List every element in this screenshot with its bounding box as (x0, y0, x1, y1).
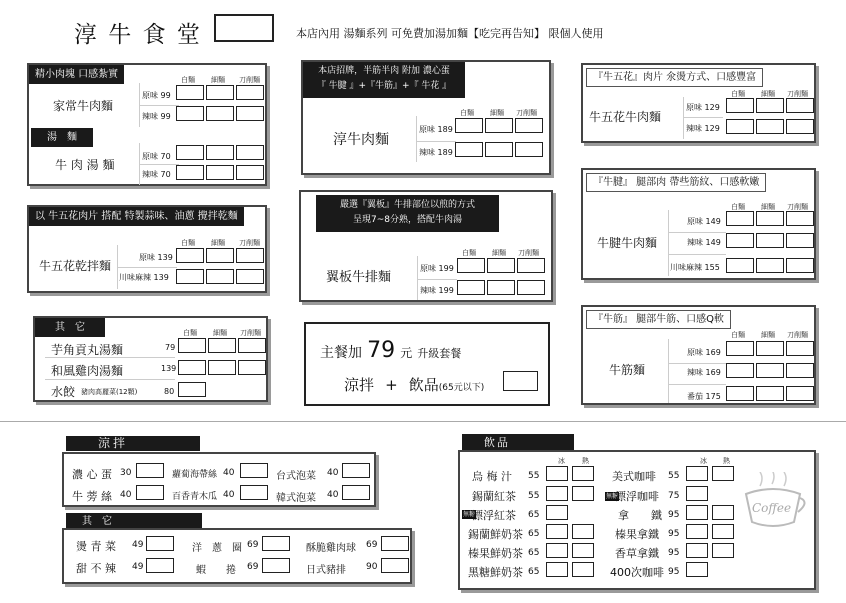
option-label: 辣味 169 (687, 368, 721, 377)
col-label-daoxiao: 刀削麵 (239, 76, 260, 84)
order-box[interactable] (208, 338, 236, 353)
order-box[interactable] (517, 280, 545, 295)
order-box[interactable] (487, 280, 515, 295)
set-meal-line2: 涼拌 + 飲品(65元以下) (344, 376, 485, 394)
col-label-ximian: 細麵 (490, 109, 504, 117)
order-box[interactable] (546, 524, 568, 539)
order-box[interactable] (236, 85, 264, 100)
order-box[interactable] (572, 524, 594, 539)
option-label: 原味 169 (687, 348, 721, 357)
card-header: 湯 麵 (31, 128, 93, 147)
order-box[interactable] (686, 543, 708, 558)
order-box[interactable] (238, 360, 266, 375)
price-label: 95 (668, 510, 680, 520)
order-box[interactable] (206, 248, 234, 263)
item-name: 芋角貢丸湯麵 (51, 343, 124, 357)
option-label: 原味 70 (142, 152, 171, 161)
item-name: 淳牛肉麵 (333, 132, 389, 148)
hot-label: 熱 (723, 457, 730, 465)
order-box[interactable] (546, 466, 568, 481)
price-label: 49 (132, 540, 144, 550)
order-box[interactable] (178, 360, 206, 375)
beef-belly-noodle-card (581, 63, 816, 143)
col-label-daoxiao: 刀削麵 (787, 90, 808, 98)
drink-name: 烏 梅 汁 (472, 470, 512, 483)
col-label-daoxiao: 刀削麵 (787, 331, 808, 339)
order-box[interactable] (457, 258, 485, 273)
card-header: 『牛筋』 腿部牛筋、口感Q軟 (586, 310, 731, 329)
order-box[interactable] (178, 382, 206, 397)
drink-name: 拿 鐵 (618, 509, 662, 522)
order-box[interactable] (726, 98, 754, 113)
option-label: 原味 139 (139, 253, 173, 262)
item-name: 韓式泡菜 (276, 493, 316, 504)
item-name: 蘿蔔海帶絲 (172, 470, 218, 480)
price-label: 95 (668, 567, 680, 577)
option-label: 原味 189 (419, 125, 453, 134)
order-box[interactable] (726, 363, 754, 378)
order-box[interactable] (756, 258, 784, 273)
col-label-baimian: 白麵 (460, 109, 474, 117)
order-box[interactable] (240, 463, 268, 478)
price-label: 75 (668, 491, 680, 501)
order-box[interactable] (546, 562, 568, 577)
col-label-baimian: 白麵 (183, 329, 197, 337)
ice-label: 冰 (700, 457, 707, 465)
order-box[interactable] (206, 269, 234, 284)
card-header: 本店招牌，半筋半肉 附加 濃心蛋 『 牛腱 』+『牛筋』+『 牛花 』 (303, 62, 465, 98)
price-label: 90 (366, 562, 378, 572)
order-box[interactable] (756, 341, 784, 356)
item-name: 和風雞肉湯麵 (51, 364, 124, 378)
order-box[interactable] (712, 524, 734, 539)
order-box[interactable] (457, 280, 485, 295)
option-label: 辣味 189 (419, 148, 453, 157)
order-box[interactable] (546, 486, 568, 501)
order-box[interactable] (381, 558, 409, 573)
item-name: 牛 蒡 絲 (72, 490, 112, 503)
other-noodles-card (33, 316, 268, 402)
price-label: 65 (528, 548, 540, 558)
item-subtitle: 豬肉高麗菜(12顆) (81, 388, 138, 396)
item-name: 翼板牛排麵 (326, 270, 392, 285)
order-box[interactable] (206, 85, 234, 100)
liangban-card (62, 452, 376, 507)
item-name: 台式泡菜 (276, 471, 316, 482)
set-meal-line1: 主餐加 79 元 升級套餐 (320, 338, 462, 363)
order-box[interactable] (208, 360, 236, 375)
others-card (62, 528, 412, 584)
set-meal-box (304, 322, 550, 406)
col-label-baimian: 白麵 (181, 76, 195, 84)
drink-name: 榛果拿鐵 (615, 528, 659, 541)
card-header: 其 它 (35, 318, 105, 337)
order-box[interactable] (176, 165, 204, 180)
option-label: 川味麻辣 155 (670, 263, 720, 272)
beef-tendon-noodle-card (581, 305, 816, 405)
price-label: 95 (668, 548, 680, 558)
item-name: 百香青木瓜 (172, 492, 218, 502)
order-box[interactable] (686, 562, 708, 577)
card-header: 以 牛五花肉片 搭配 特製蒜味、油蔥 攪拌乾麵 (29, 207, 244, 226)
order-box[interactable] (712, 543, 734, 558)
price-label: 65 (528, 510, 540, 520)
order-box[interactable] (786, 119, 814, 134)
col-label-daoxiao: 刀削麵 (518, 249, 539, 257)
drinks-header: 飲品 (462, 434, 574, 451)
others-header: 其 它 (66, 513, 202, 530)
item-name: 洋 蔥 圈 (192, 543, 242, 554)
order-box[interactable] (756, 98, 784, 113)
item-name: 牛 肉 湯 麵 (55, 158, 115, 172)
drink-name: 漂浮紅茶 (472, 509, 516, 522)
price-label: 55 (528, 491, 540, 501)
price-label: 30 (120, 468, 132, 478)
order-box[interactable] (381, 536, 409, 551)
order-box[interactable] (786, 341, 814, 356)
order-box[interactable] (146, 536, 174, 551)
col-label-daoxiao: 刀削麵 (787, 203, 808, 211)
option-label: 番茄 175 (687, 392, 721, 401)
order-box[interactable] (262, 536, 290, 551)
order-box[interactable] (726, 386, 754, 401)
option-label: 辣味 99 (142, 112, 171, 121)
price-label: 80 (164, 387, 175, 396)
order-box[interactable] (756, 363, 784, 378)
order-box[interactable] (342, 485, 370, 500)
order-box[interactable] (786, 386, 814, 401)
col-label-ximian: 細麵 (211, 239, 225, 247)
order-box[interactable] (485, 142, 513, 157)
order-box[interactable] (515, 118, 543, 133)
order-box[interactable] (546, 505, 568, 520)
col-label-ximian: 細麵 (761, 331, 775, 339)
sugar-free-tag: 無糖 (463, 511, 476, 518)
order-box[interactable] (726, 341, 754, 356)
order-box[interactable] (238, 338, 266, 353)
shop-title: 淳 牛 食 堂 (74, 22, 202, 48)
order-box[interactable] (206, 106, 234, 121)
order-box[interactable] (572, 486, 594, 501)
col-label-ximian: 細麵 (211, 76, 225, 84)
order-box[interactable] (176, 248, 204, 263)
order-box[interactable] (786, 233, 814, 248)
col-label-baimian: 白麵 (181, 239, 195, 247)
price-label: 65 (528, 567, 540, 577)
order-box[interactable] (712, 466, 734, 481)
order-box[interactable] (756, 233, 784, 248)
col-label-ximian: 細麵 (213, 329, 227, 337)
order-box[interactable] (455, 118, 483, 133)
order-box[interactable] (572, 562, 594, 577)
order-box[interactable] (786, 363, 814, 378)
price-label: 40 (327, 468, 339, 478)
item-name: 甜 不 辣 (76, 562, 116, 575)
drink-name: 錫蘭鮮奶茶 (468, 528, 523, 541)
price-label: 69 (247, 540, 259, 550)
option-label: 原味 129 (686, 103, 720, 112)
order-box[interactable] (786, 98, 814, 113)
beef-noodle-soup-card (27, 63, 267, 186)
drink-name: 榛果鮮奶茶 (468, 547, 523, 560)
option-label: 原味 199 (420, 264, 454, 273)
price-label: 69 (366, 540, 378, 550)
col-label-daoxiao: 刀削麵 (240, 329, 261, 337)
col-label-ximian: 細麵 (492, 249, 506, 257)
price-label: 40 (327, 490, 339, 500)
sugar-free-tag: 無糖 (606, 493, 619, 500)
drink-name: 香草拿鐵 (615, 547, 659, 560)
price-label: 79 (165, 343, 176, 352)
option-label: 辣味 129 (686, 124, 720, 133)
house-notice: 本店內用 湯麵系列 可免費加湯加麵【吃完再告知】 限個人使用 (296, 27, 604, 40)
order-box[interactable] (726, 233, 754, 248)
price-label: 40 (223, 490, 235, 500)
ice-label: 冰 (558, 457, 565, 465)
col-label-baimian: 白麵 (462, 249, 476, 257)
option-label: 川味麻辣 139 (119, 273, 169, 282)
col-label-ximian: 細麵 (761, 203, 775, 211)
order-box[interactable] (176, 145, 204, 160)
drink-name: 400次咖啡 (610, 566, 664, 579)
steak-noodle-card (299, 190, 553, 302)
col-label-baimian: 白麵 (731, 331, 745, 339)
price-label: 49 (132, 562, 144, 572)
order-box[interactable] (686, 466, 708, 481)
order-box[interactable] (686, 524, 708, 539)
coffee-logo-text: Coffee (752, 501, 792, 515)
price-label: 40 (223, 468, 235, 478)
item-name: 水餃 (51, 385, 76, 399)
price-label: 40 (120, 490, 132, 500)
order-box[interactable] (572, 543, 594, 558)
order-box[interactable] (756, 386, 784, 401)
order-box[interactable] (726, 211, 754, 226)
order-box[interactable] (236, 269, 264, 284)
order-box[interactable] (756, 211, 784, 226)
drink-name: 漂浮咖啡 (615, 490, 659, 503)
drink-name: 錫蘭紅茶 (472, 490, 516, 503)
col-label-baimian: 白麵 (731, 203, 745, 211)
card-header: 精小肉塊 口感紮實 (29, 65, 124, 84)
card-header: 嚴選『翼板』牛排部位以煎的方式 呈現7~8分熟，搭配牛肉湯 (316, 195, 499, 232)
order-box[interactable] (712, 505, 734, 520)
order-box[interactable] (236, 248, 264, 263)
order-box[interactable] (686, 505, 708, 520)
liangban-header: 涼拌 (66, 436, 200, 451)
order-box[interactable] (756, 119, 784, 134)
order-box[interactable] (487, 258, 515, 273)
order-box[interactable] (546, 543, 568, 558)
drink-name: 美式咖啡 (612, 470, 656, 483)
order-box[interactable] (236, 165, 264, 180)
card-header: 『牛五花』肉片 氽燙方式、口感豐富 (586, 68, 763, 87)
order-box[interactable] (176, 269, 204, 284)
price-label: 65 (528, 529, 540, 539)
option-label: 辣味 70 (142, 170, 171, 179)
order-box[interactable] (236, 145, 264, 160)
item-name: 牛腱牛肉麵 (597, 236, 658, 250)
order-box[interactable] (236, 106, 264, 121)
dry-noodle-card (27, 205, 267, 293)
order-box[interactable] (786, 258, 814, 273)
item-name: 蝦 捲 (196, 565, 236, 576)
coffee-cup-icon (738, 472, 808, 532)
drink-name: 黑糖鮮奶茶 (468, 566, 523, 579)
order-box[interactable] (136, 485, 164, 500)
item-name: 酥脆雞肉球 (306, 543, 356, 554)
price-label: 139 (161, 364, 177, 373)
item-name: 牛五花乾拌麵 (39, 259, 112, 273)
col-label-ximian: 細麵 (761, 90, 775, 98)
order-box[interactable] (206, 165, 234, 180)
option-label: 原味 99 (142, 91, 171, 100)
order-box[interactable] (726, 119, 754, 134)
set-meal-price: 79 (367, 338, 396, 363)
set-meal-order-box[interactable] (503, 371, 538, 391)
order-box[interactable] (726, 258, 754, 273)
order-box[interactable] (206, 145, 234, 160)
order-box[interactable] (786, 211, 814, 226)
drinks-card (458, 450, 816, 590)
col-label-baimian: 白麵 (731, 90, 745, 98)
order-box[interactable] (572, 466, 594, 481)
signature-noodle-card (301, 60, 551, 175)
order-box[interactable] (517, 258, 545, 273)
order-box[interactable] (485, 118, 513, 133)
order-box[interactable] (240, 485, 268, 500)
order-box[interactable] (342, 463, 370, 478)
table-number-box[interactable] (214, 14, 274, 42)
price-label: 55 (668, 471, 680, 481)
order-box[interactable] (178, 338, 206, 353)
order-box[interactable] (176, 85, 204, 100)
price-label: 55 (528, 471, 540, 481)
order-box[interactable] (455, 142, 483, 157)
item-name: 牛五花牛肉麵 (589, 110, 662, 124)
beef-shank-noodle-card (581, 168, 816, 280)
order-box[interactable] (136, 463, 164, 478)
price-label: 95 (668, 529, 680, 539)
option-label: 原味 149 (687, 217, 721, 226)
item-name: 日式豬排 (306, 565, 346, 576)
price-label: 69 (247, 562, 259, 572)
item-name: 家常牛肉麵 (53, 99, 114, 113)
order-box[interactable] (686, 486, 708, 501)
option-label: 辣味 199 (420, 286, 454, 295)
order-box[interactable] (515, 142, 543, 157)
section-divider (0, 421, 846, 422)
item-name: 濃 心 蛋 (72, 468, 112, 481)
item-name: 燙 青 菜 (76, 540, 116, 553)
option-label: 辣味 149 (687, 238, 721, 247)
card-header: 『牛腱』 腿部肉 帶些筋紋、口感軟嫩 (586, 173, 766, 192)
order-box[interactable] (146, 558, 174, 573)
col-label-daoxiao: 刀削麵 (239, 239, 260, 247)
item-name: 牛筋麵 (609, 363, 646, 377)
order-box[interactable] (262, 558, 290, 573)
order-box[interactable] (176, 106, 204, 121)
col-label-daoxiao: 刀削麵 (516, 109, 537, 117)
hot-label: 熱 (582, 457, 589, 465)
